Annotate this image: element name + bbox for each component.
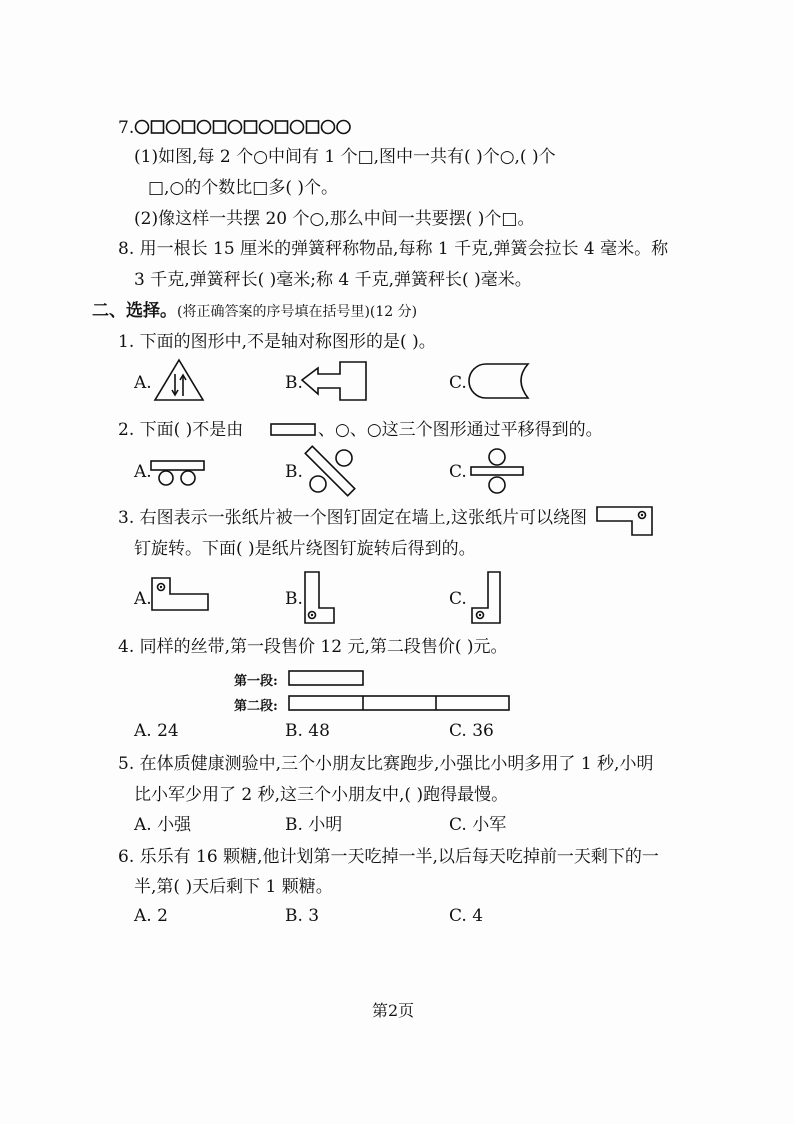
s6-option-a: A. 2 (134, 906, 168, 926)
q7-part1-line1: (1)如图,每 2 个○中间有 1 个□,图中一共有( )个○,( )个 (134, 147, 556, 167)
s1-option-b-figure (302, 360, 372, 404)
s5-option-a: A. 小强 (134, 815, 192, 835)
q8-line1: 8. 用一根长 15 厘米的弹簧秤称物品,每称 1 千克,弹簧会拉长 4 毫米。称 (118, 239, 669, 259)
q7-circle-14 (337, 121, 350, 134)
s6-line2: 半,第( )天后剩下 1 颗糖。 (134, 877, 333, 897)
s6-option-c: C. 4 (449, 906, 484, 926)
s5-option-b: B. 小明 (285, 815, 343, 835)
q7-circle-9 (260, 121, 273, 134)
s3-option-c-label: C. (449, 589, 467, 609)
s3-option-b-figure (302, 570, 342, 626)
page-number: 第2页 (372, 1001, 415, 1020)
s2-option-c-label: C. (449, 462, 467, 482)
s5-line1: 5. 在体质健康测验中,三个小朋友比赛跑步,小强比小明多用了 1 秒,小明 (118, 754, 654, 774)
s3-line1: 3. 右图表示一张纸片被一个图钉固定在墙上,这张纸片可以绕图 (118, 508, 588, 528)
s2-stem-part1: 2. 下面( )不是由 (118, 420, 244, 440)
s4-segment2-label: 第二段: (234, 699, 278, 714)
q7-square-8 (245, 121, 257, 133)
s4-segment2-bar (288, 695, 514, 713)
q7-square-12 (307, 121, 319, 133)
q7-square-6 (214, 121, 226, 133)
q7-circle-3 (167, 121, 180, 134)
s2-option-b-label: B. (285, 462, 303, 482)
q7-square-2 (152, 121, 164, 133)
s2-rectangle-figure (270, 423, 320, 437)
s2-option-c-figure (468, 448, 528, 494)
q7-circle-1 (136, 121, 149, 134)
s3-option-b-label: B. (285, 589, 303, 609)
s1-stem: 1. 下面的图形中,不是轴对称图形的是( )。 (118, 332, 436, 352)
s1-option-c-figure (466, 362, 536, 402)
s6-line1: 6. 乐乐有 16 颗糖,他计划第一天吃掉一半,以后每天吃掉前一天剩下的一 (118, 847, 659, 867)
s4-segment1-label: 第一段: (234, 674, 278, 689)
s2-option-b-figure (302, 448, 362, 494)
s4-stem: 4. 同样的丝带,第一段售价 12 元,第二段售价( )元。 (118, 637, 508, 657)
s1-option-b-label: B. (285, 373, 303, 393)
s3-reference-figure (596, 504, 658, 540)
s3-option-c-figure (466, 570, 506, 626)
s3-line2: 钉旋转。下面( )是纸片绕图钉旋转后得到的。 (134, 539, 476, 559)
section2-heading (92, 300, 417, 323)
q7-circle-13 (322, 121, 335, 134)
s3-option-a-figure (150, 575, 212, 615)
q7-circle-5 (198, 121, 211, 134)
s2-option-a-figure (150, 458, 208, 488)
q7-square-4 (183, 121, 195, 133)
s3-option-a-label: A. (134, 589, 152, 609)
q7-part2: (2)像这样一共摆 20 个○,那么中间一共要摆( )个□。 (134, 209, 535, 229)
s1-option-a-label: A. (134, 373, 152, 393)
s1-option-c-label: C. (449, 373, 467, 393)
s5-option-c: C. 小军 (449, 815, 507, 835)
s1-option-a-figure (152, 358, 212, 402)
section2-title: 二、选择。 (92, 301, 177, 321)
s4-option-b: B. 48 (285, 721, 330, 741)
s2-option-a-label: A. (134, 462, 152, 482)
section2-note: (将正确答案的序号填在括号里)(12 分) (177, 304, 418, 320)
q7-number: 7. (118, 118, 135, 138)
s6-option-b: B. 3 (285, 906, 320, 926)
s4-option-c: C. 36 (449, 721, 494, 741)
s5-line2: 比小军少用了 2 秒,这三个小朋友中,( )跑得最慢。 (134, 785, 509, 805)
q7-part1-line2: □,○的个数比□多( )个。 (148, 178, 339, 198)
s2-stem-part2: 、○、○这三个图形通过平移得到的。 (318, 420, 603, 440)
q7-shape-sequence (134, 118, 364, 138)
q7-circle-11 (291, 121, 304, 134)
s4-option-a: A. 24 (134, 721, 179, 741)
q8-line2: 3 千克,弹簧秤长( )毫米;称 4 千克,弹簧秤长( )毫米。 (134, 270, 532, 290)
q7-circle-7 (229, 121, 242, 134)
q7-square-10 (276, 121, 288, 133)
s4-segment1-bar (288, 670, 368, 688)
